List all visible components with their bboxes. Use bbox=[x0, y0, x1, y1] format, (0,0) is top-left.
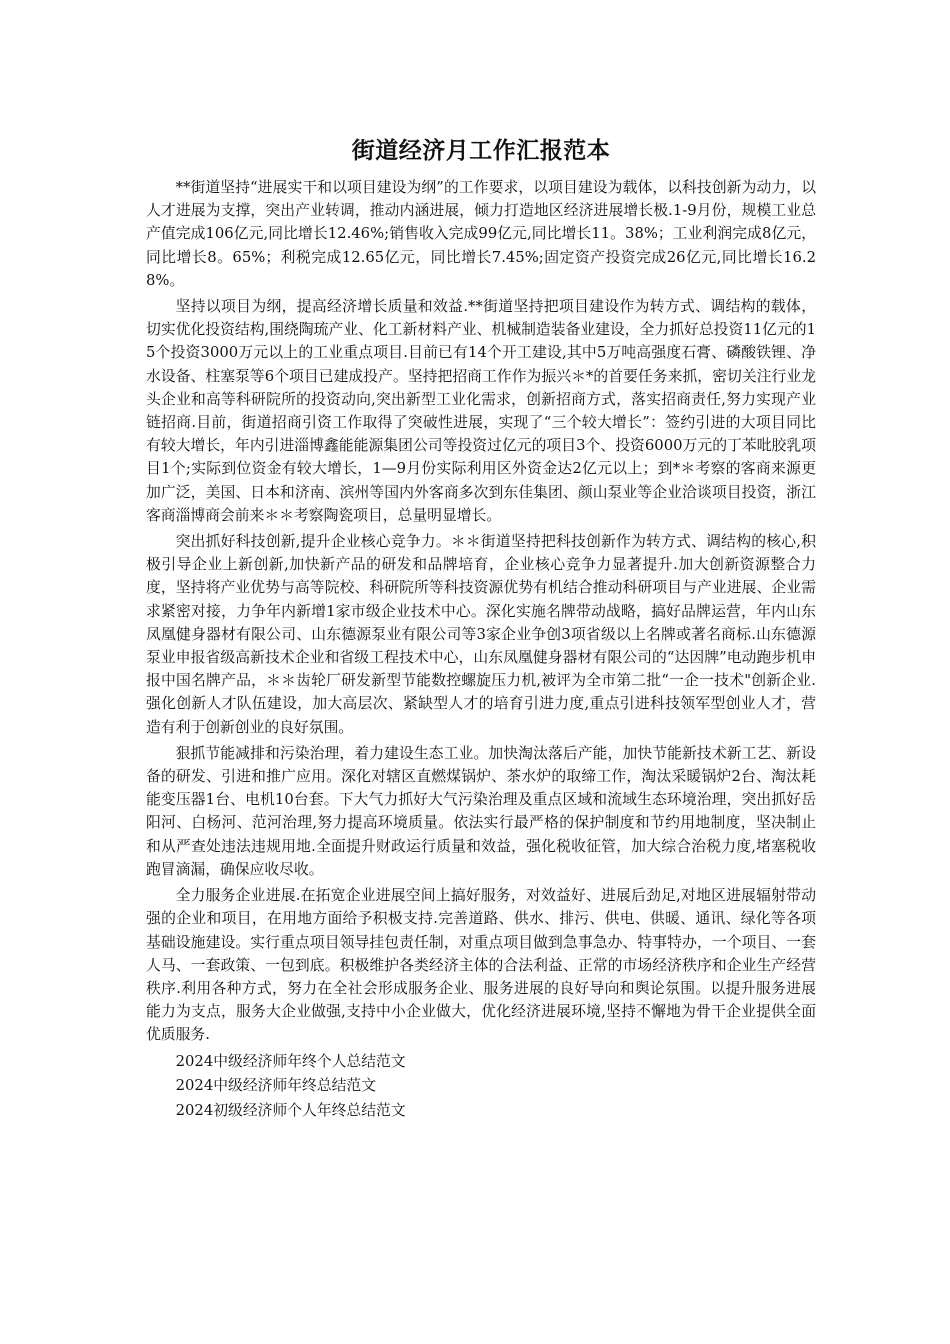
document-body bbox=[146, 134, 816, 1124]
related-link[interactable]: 2024中级经济师年终总结范文 bbox=[175, 1077, 377, 1095]
related-links-list bbox=[146, 1050, 816, 1124]
paragraph-ecology: 狠抓节能减排和污染治理，着力建设生态工业。加快淘汰落后产能，加快节能新技术新工艺、新设备的研发、引进和推广应用。深化对辖区直燃煤锅炉、茶水炉的取缔工作，淘汰采暖锅炉2台、淘汰耗能变压器1台、电机10台套。下大气力抓好大气污染治理及重点区域和流域生态环境治理，突出抓好岳阳河、白杨河、范河治理,努力提高环境质量。依法实行最严格的保护制度和节约用地制度，坚决制止和从严查处违法违规用地.全面提升财政运行质量和效益，强化税收征管，加大综合治税力度,堵塞税收跑冒滴漏，确保应收尽收。 bbox=[146, 744, 816, 878]
document-title: 街道经济月工作汇报范本 bbox=[351, 138, 611, 164]
paragraph-overview: **街道坚持“进展实干和以项目建设为纲”的工作要求，以项目建设为载体，以科技创新为动力，以人才进展为支撑，突出产业转调，推动内涵进展，倾力打造地区经济进展增长极.1-9月份，规模工业总产值完成106亿元,同比增长12.46%;销售收入完成99亿元,同比增长11。38%；工业利润完成8亿元，同比增长8。65%；利税完成12.65亿元，同比增长7.45%;固定资产投资完成26亿元,同比增长16.28%。 bbox=[146, 179, 816, 289]
paragraph-innovation: 突出抓好科技创新,提升企业核心竞争力。＊＊街道坚持把科技创新作为转方式、调结构的核心,积极引导企业上新创新,加快新产品的研发和品牌培育，企业核心竞争力显著提升.加大创新资源整合力度，坚持将产业优势与高等院校、科研院所等科技资源优势有机结合推动科研项目与产业进展、企业需求紧密对接，力争年内新增1家市级企业技术中心。深化实施名牌带动战略，搞好品牌运营，年内山东凤凰健身器材有限公司、山东德源泵业有限公司等3家企业争创3项省级以上名牌或著名商标.山东德源泵业申报省级高新技术企业和省级工程技术中心，山东凤凰健身器材有限公司的“达因牌”电动跑步机申报中国名牌产品，＊＊齿轮厂研发新型节能数控螺旋压力机,被评为全市第二批“一企一技术"创新企业.强化创新人才队伍建设，加大高层次、紧缺型人才的培育引进力度,重点引进科技领军型创业人才，营造有利于创新创业的良好氛围。 bbox=[146, 533, 816, 736]
related-link[interactable]: 2024初级经济师个人年终总结范文 bbox=[175, 1102, 406, 1120]
related-link[interactable]: 2024中级经济师年终个人总结范文 bbox=[175, 1052, 406, 1070]
paragraph-enterprise-service: 全力服务企业进展.在拓宽企业进展空间上搞好服务，对效益好、进展后劲足,对地区进展辐射带动强的企业和项目，在用地方面给予积极支持.完善道路、供水、排污、供电、供暖、通讯、绿化等各项基础设施建设。实行重点项目领导挂包责任制，对重点项目做到急事急办、特事特办，一个项目、一套人马、一套政策、一包到底。积极维护各类经济主体的合法利益、正常的市场经济秩序和企业生产经营秩序.利用各种方式，努力在全社会形成服务企业、服务进展的良好导向和舆论氛围。以提升服务进展能力为支点，服务大企业做强,支持中小企业做大，优化经济进展环境,坚持不懈地为骨干企业提供全面优质服务. bbox=[146, 887, 816, 1044]
paragraph-projects: 坚持以项目为纲，提高经济增长质量和效益.**街道坚持把项目建设作为转方式、调结构的载体，切实优化投资结构,围绕陶琉产业、化工新材料产业、机械制造装备业建设，全力抓好总投资11亿元的15个投资3000万元以上的工业重点项目.目前已有14个开工建设,其中5万吨高强度石膏、磷酸铁锂、净水设备、柱塞泵等6个项目已建成投产。坚持把招商工作作为振兴＊*的首要任务来抓，密切关注行业龙头企业和高等科研院所的投资动向,突出新型工业化需求，创新招商方式，落实招商责任,努力实现产业链招商.目前，街道招商引资工作取得了突破性进展，实现了“三个较大增长”：签约引进的大项目同比有较大增长，年内引进淄博鑫能能源集团公司等投资过亿元的项目3个、投资6000万元的丁苯吡胶乳项目1个;实际到位资金有较大增长，1—9月份实际利用区外资金达2亿元以上；到*＊考察的客商来源更加广泛，美国、日本和济南、滨州等国内外客商多次到东佳集团、颜山泵业等企业洽谈项目投资，浙江客商淄博商会前来＊＊考察陶瓷项目，总量明显增长。 bbox=[146, 298, 816, 524]
